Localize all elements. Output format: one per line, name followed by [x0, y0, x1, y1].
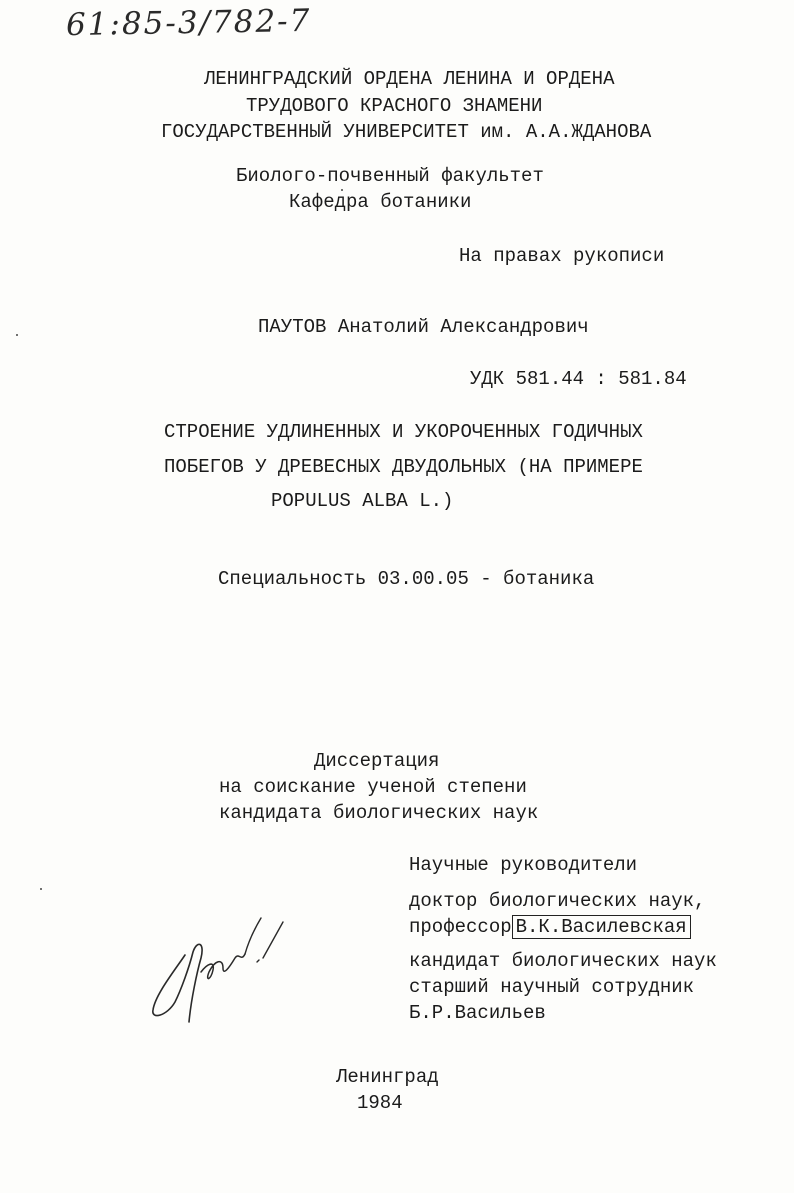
title-line-3: POPULUS ALBA L.) [271, 490, 454, 512]
udc-code: УДК 581.44 : 581.84 [470, 368, 687, 390]
supervisors-heading: Научные руководители [409, 854, 638, 876]
supervisor-2-rank: старший научный сотрудник [409, 976, 695, 998]
city: Ленинград [336, 1066, 439, 1088]
scan-speck [16, 334, 18, 336]
scan-speck [40, 888, 42, 890]
title-line-1: СТРОЕНИЕ УДЛИНЕННЫХ И УКОРОЧЕННЫХ ГОДИЧНЫХ [164, 421, 643, 443]
supervisor-2-title: кандидат биологических наук [409, 950, 717, 972]
university-line-2: ТРУДОВОГО КРАСНОГО ЗНАМЕНИ [246, 95, 543, 117]
university-line-3: ГОСУДАРСТВЕННЫЙ УНИВЕРСИТЕТ им. А.А.ЖДАНОВА [161, 121, 652, 143]
manuscript-note: На правах рукописи [459, 245, 665, 267]
degree-line-2: на соискание ученой степени [219, 776, 527, 798]
title-line-2: ПОБЕГОВ У ДРЕВЕСНЫХ ДВУДОЛЬНЫХ (НА ПРИМЕРЕ [164, 456, 643, 478]
specialty: Специальность 03.00.05 - ботаника [218, 568, 595, 590]
handwritten-signature [145, 910, 290, 1030]
supervisor-1-rank: профессор [409, 916, 512, 938]
university-line-1: ЛЕНИНГРАДСКИЙ ОРДЕНА ЛЕНИНА И ОРДЕНА [204, 68, 615, 90]
year: 1984 [357, 1092, 403, 1114]
faculty: Биолого-почвенный факультет [236, 165, 544, 187]
department: Кафедра ботаники [289, 191, 472, 213]
supervisor-1-title: доктор биологических наук, [409, 890, 706, 912]
archive-mark-handwritten: 61:85-3/782-7 [65, 2, 312, 44]
supervisor-2-name: Б.Р.Васильев [409, 1002, 546, 1024]
supervisor-1-line [409, 914, 691, 940]
degree-line-1: Диссертация [314, 750, 440, 772]
supervisor-1-name-boxed: В.К.Василевская [512, 915, 691, 939]
degree-line-3: кандидата биологических наук [219, 802, 539, 824]
scan-speck [341, 189, 343, 191]
author-name: ПАУТОВ Анатолий Александрович [258, 316, 589, 338]
